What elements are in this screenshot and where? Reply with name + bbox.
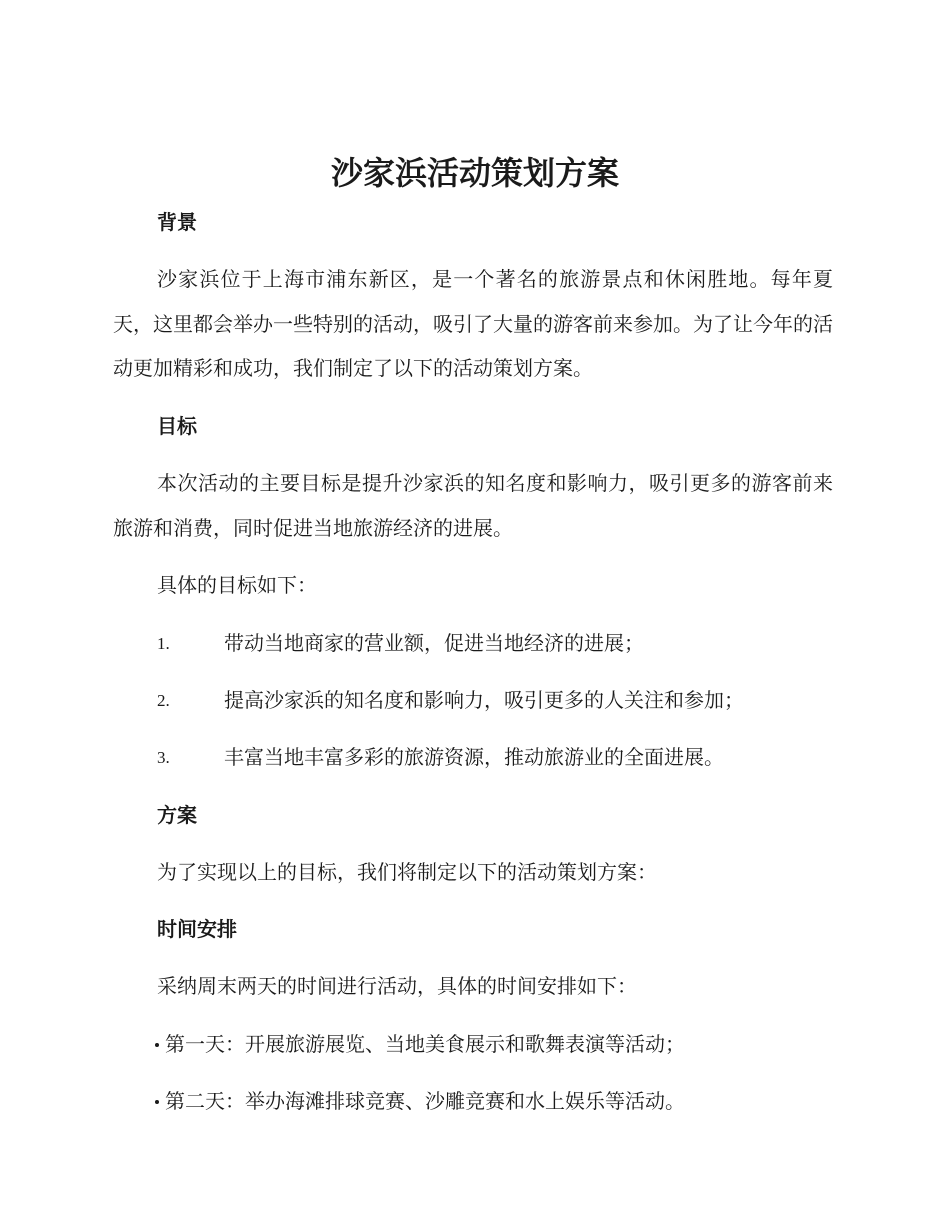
paragraph-background: 沙家浜位于上海市浦东新区，是一个著名的旅游景点和休闲胜地。每年夏天，这里都会举办一些特别的活动，吸引了大量的游客前来参加。为了让今年的活动更加精彩和成功，我们制定了以下的活动策划方案。	[113, 267, 833, 380]
bullet-dot-icon	[155, 1043, 159, 1047]
list-item-number: 2.	[157, 691, 170, 710]
bullet-text: 第二天：举办海滩排球竞赛、沙雕竞赛和水上娱乐等活动。	[165, 1089, 685, 1113]
list-item-number: 3.	[157, 748, 170, 767]
heading-background: 背景	[157, 210, 197, 234]
list-item-number: 1.	[157, 634, 170, 653]
schedule-intro: 采纳周末两天的时间进行活动，具体的时间安排如下：	[157, 974, 637, 998]
list-item-text: 丰富当地丰富多彩的旅游资源，推动旅游业的全面进展。	[224, 745, 724, 769]
heading-goal: 目标	[157, 414, 197, 438]
list-item-text: 提高沙家浜的知名度和影响力，吸引更多的人关注和参加；	[224, 688, 744, 712]
paragraph-goal: 本次活动的主要目标是提升沙家浜的知名度和影响力，吸引更多的游客前来旅游和消费，同时促进当地旅游经济的进展。	[113, 471, 833, 540]
bullet-dot-icon	[155, 1100, 159, 1104]
bullet-item	[155, 1030, 685, 1058]
goal-intro: 具体的目标如下：	[157, 573, 317, 597]
list-item-text: 带动当地商家的营业额，促进当地经济的进展；	[224, 631, 644, 655]
bullet-item	[155, 1087, 685, 1115]
heading-plan: 方案	[157, 803, 197, 827]
document-title: 沙家浜活动策划方案	[330, 154, 619, 192]
plan-intro: 为了实现以上的目标，我们将制定以下的活动策划方案：	[157, 860, 657, 884]
bullet-text: 第一天：开展旅游展览、当地美食展示和歌舞表演等活动；	[165, 1032, 685, 1056]
heading-schedule: 时间安排	[157, 917, 237, 941]
